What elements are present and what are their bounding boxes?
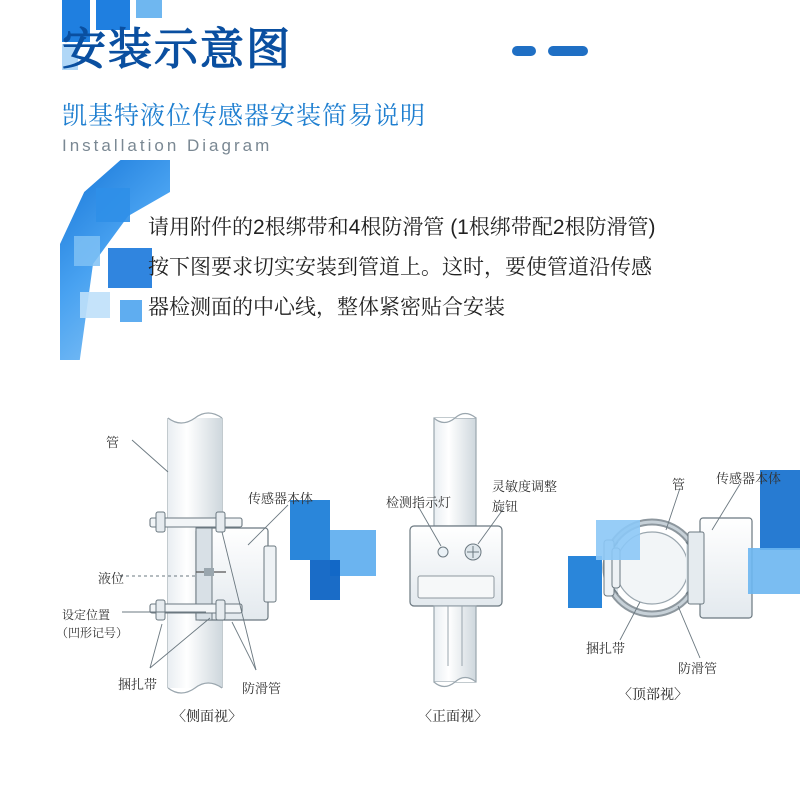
label-liquid-level: 液位 xyxy=(98,571,125,586)
decor-square-b xyxy=(74,236,100,266)
decor-overlay-3 xyxy=(310,560,340,600)
page-subtitle-en: Installation Diagram xyxy=(62,136,273,155)
label-sensitivity-line1: 灵敏度调整 xyxy=(492,479,558,494)
decor-overlay-1 xyxy=(290,500,330,560)
top-view-group xyxy=(604,484,752,658)
decor-block-3 xyxy=(136,0,162,18)
decor-overlay-5 xyxy=(596,520,640,560)
label-strap-side: 捆扎带 xyxy=(118,677,158,692)
label-pipe-top: 管 xyxy=(672,477,686,492)
label-sensor-body-top: 传感器本体 xyxy=(716,471,782,486)
view-name-side: 〈侧面视〉 xyxy=(172,708,242,724)
view-name-front: 〈正面视〉 xyxy=(418,708,488,724)
decor-overlay-7 xyxy=(748,548,800,594)
front-view-group xyxy=(410,414,504,687)
instruction-line-1: 请用附件的2根绑带和4根防滑管 (1根绑带配2根防滑管) xyxy=(148,216,656,239)
label-antislip-top: 防滑管 xyxy=(678,661,718,676)
decor-square-d xyxy=(80,292,110,318)
label-strap-top: 捆扎带 xyxy=(586,641,626,656)
decor-dash-1 xyxy=(512,46,536,56)
decor-dash-2 xyxy=(548,46,588,56)
page-title: 安装示意图 xyxy=(62,25,292,74)
decor-square-c xyxy=(108,248,152,288)
view-name-top: 〈顶部视〉 xyxy=(618,686,688,702)
decor-square-e xyxy=(120,300,142,322)
label-set-position-line1: 设定位置 xyxy=(62,608,111,622)
label-pipe-side: 管 xyxy=(106,435,120,450)
decor-square-a xyxy=(96,188,130,222)
side-view-group xyxy=(120,413,288,693)
instruction-line-3: 器检测面的中心线，整体紧密贴合安装 xyxy=(148,296,505,319)
label-sensor-body-side: 传感器本体 xyxy=(248,491,314,506)
decor-overlay-4 xyxy=(568,556,602,608)
label-sensitivity-line2: 旋钮 xyxy=(492,499,519,514)
label-set-position-line2: （凹形记号） xyxy=(56,626,129,640)
instruction-paragraph xyxy=(148,208,778,328)
instruction-line-2: 按下图要求切实安装到管道上。这时，要使管道沿传感 xyxy=(148,256,652,279)
label-indicator: 检测指示灯 xyxy=(386,495,452,510)
page-subtitle: 凯基特液位传感器安装简易说明 xyxy=(62,102,427,130)
label-antislip-side: 防滑管 xyxy=(242,681,282,696)
